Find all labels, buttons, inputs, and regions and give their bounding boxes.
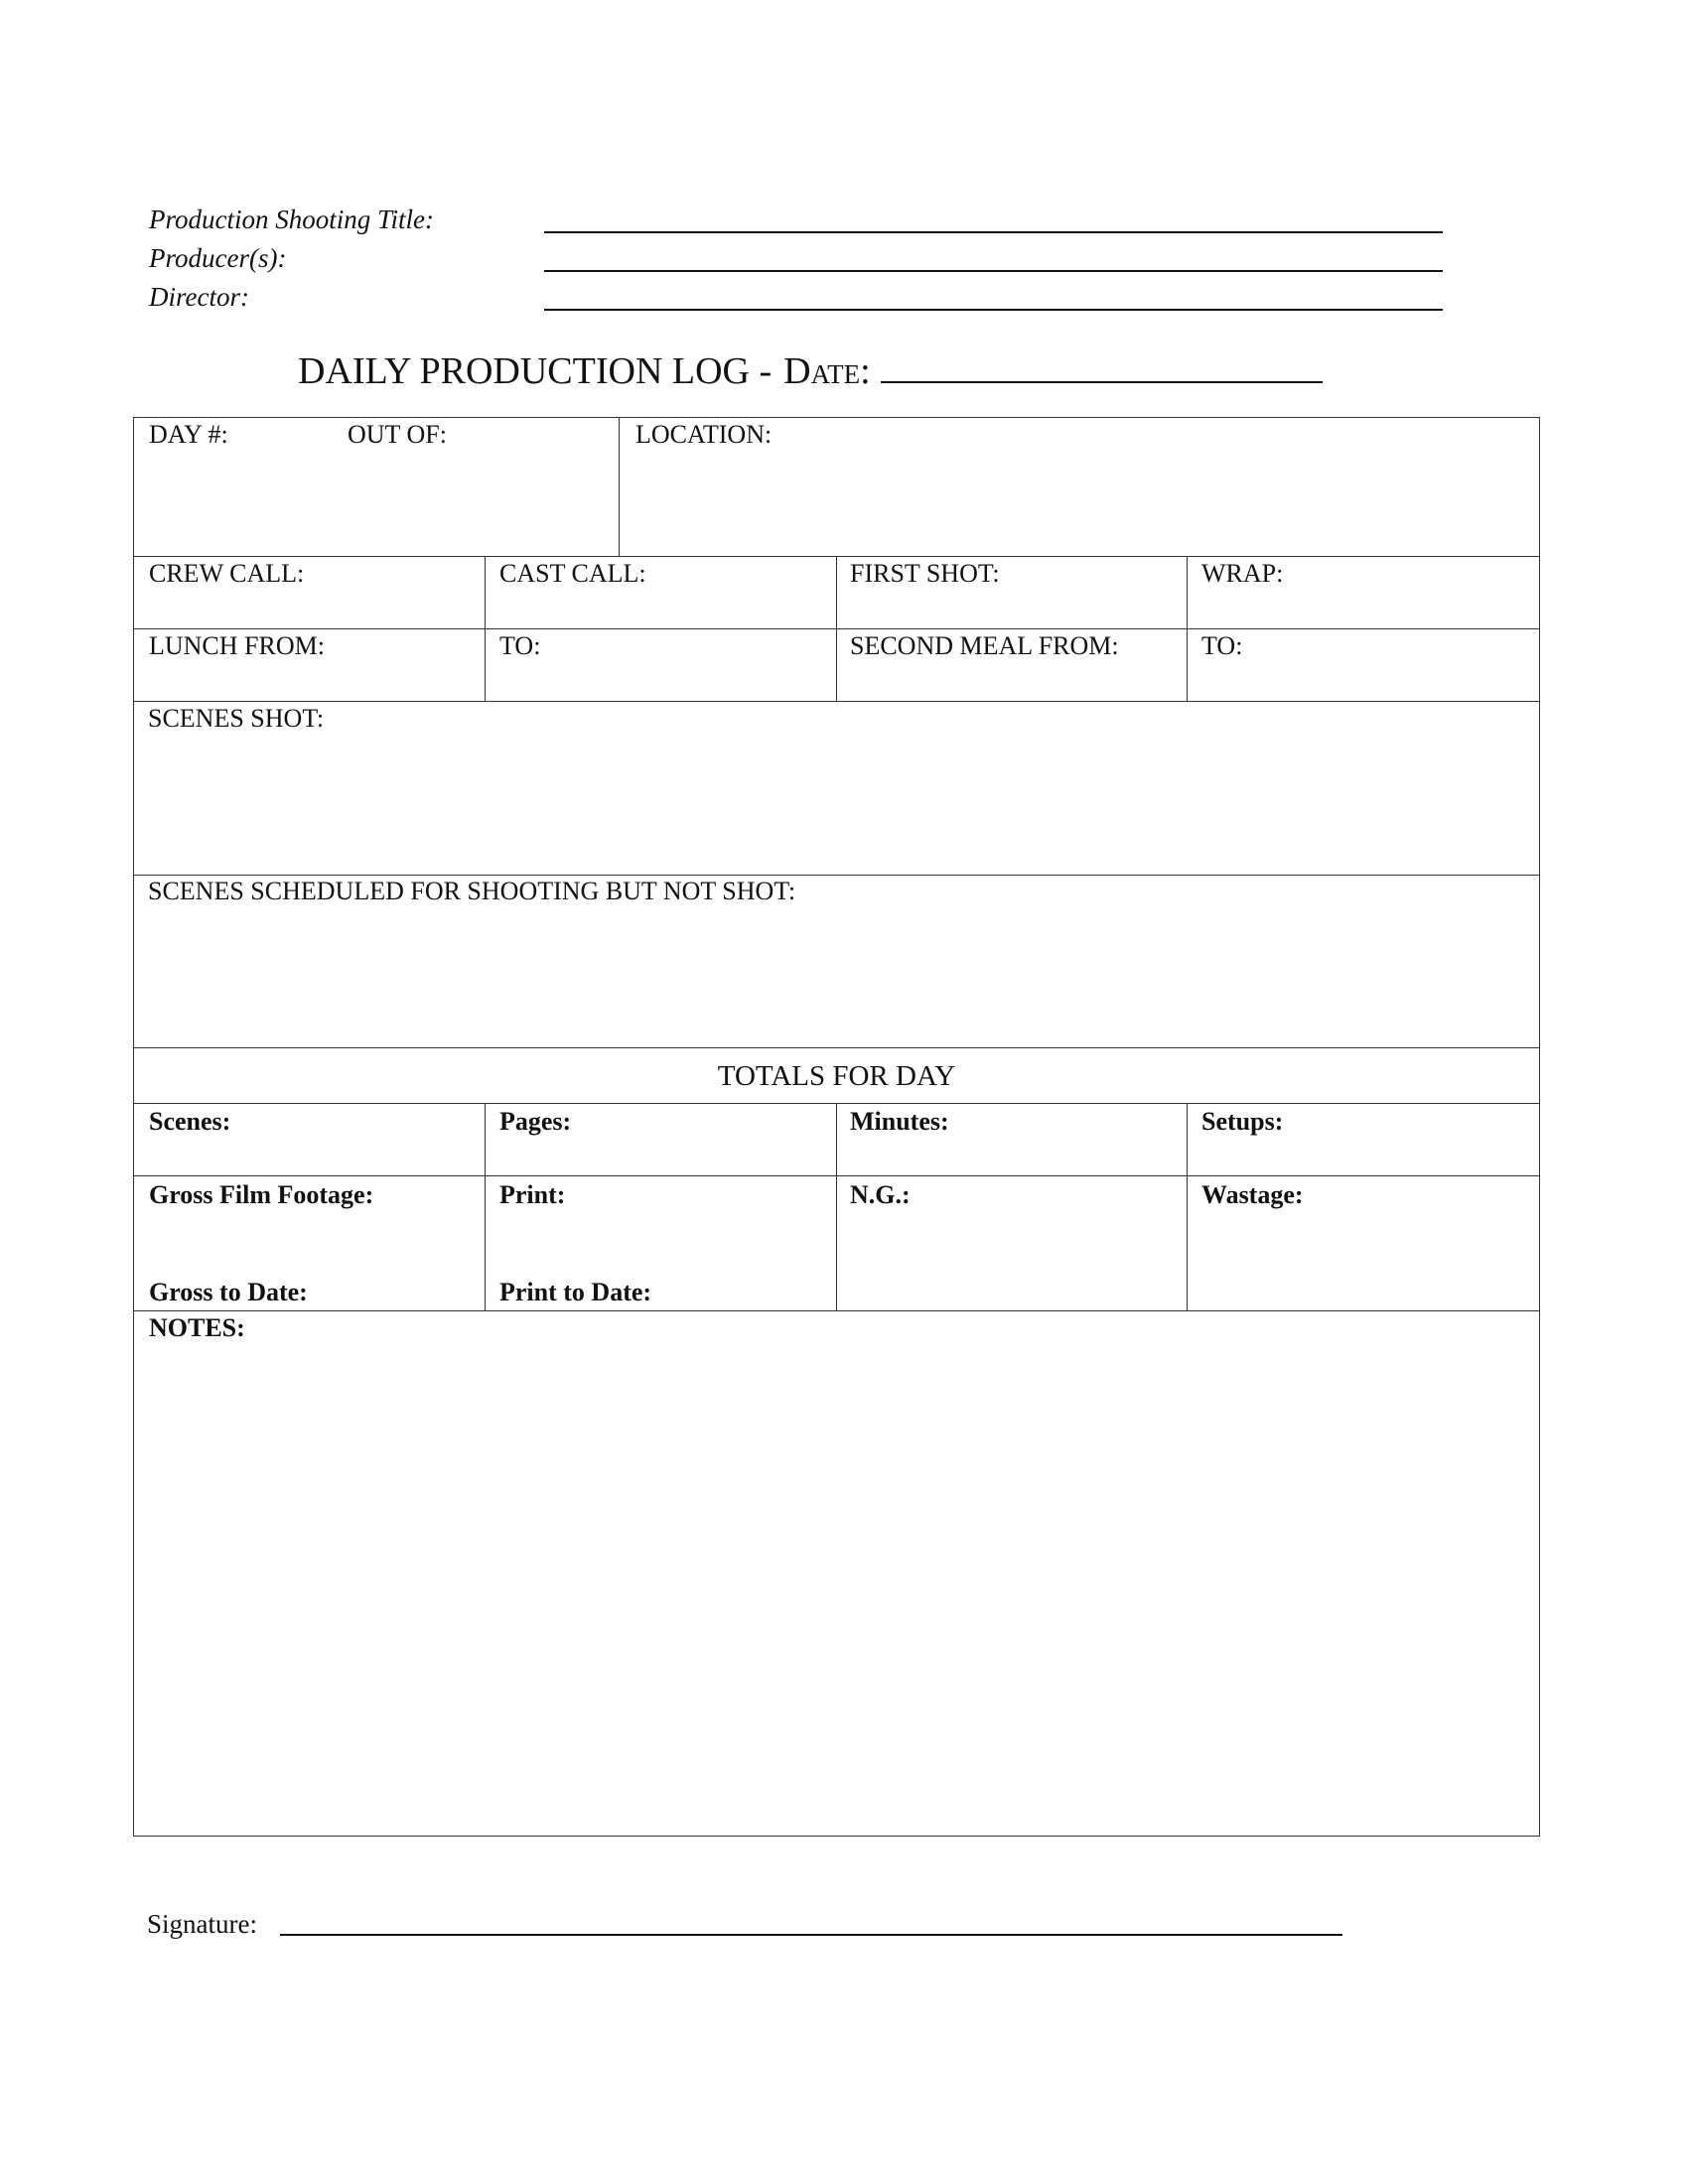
title-date-label: Date: [783,350,871,392]
second-meal-to-label: TO: [1201,631,1243,660]
gross-to-date-label: Gross to Date: [149,1278,308,1306]
wrap-label: WRAP: [1201,559,1284,588]
producers-label: Producer(s): [149,243,287,273]
wastage-label: Wastage: [1201,1180,1304,1209]
second-meal-from-label: SECOND MEAL FROM: [850,631,1119,660]
scenes-shot-label: SCENES SHOT: [148,704,325,733]
column-divider [836,556,837,701]
row-divider [134,1310,1539,1311]
setups-total-label: Setups: [1201,1107,1284,1136]
signature-label: Signature: [147,1909,257,1939]
director-label: Director: [149,282,249,312]
gross-film-footage-label: Gross Film Footage: [149,1180,374,1209]
ng-label: N.G.: [850,1180,911,1209]
cast-call-label: CAST CALL: [499,559,646,588]
notes-label: NOTES: [149,1313,245,1342]
row-divider [134,1047,1539,1048]
title-main: DAILY PRODUCTION LOG - [298,350,773,392]
first-shot-label: FIRST SHOT: [850,559,1000,588]
print-to-date-label: Print to Date: [499,1278,652,1306]
minutes-total-label: Minutes: [850,1107,949,1136]
producers-field[interactable] [544,270,1443,272]
production-title-field[interactable] [544,231,1443,233]
day-number-label: DAY #: [149,420,228,449]
column-divider [1187,556,1188,701]
column-divider [1187,1103,1188,1310]
scenes-total-label: Scenes: [149,1107,231,1136]
column-divider [485,1103,486,1310]
row-divider [134,875,1539,876]
lunch-to-label: TO: [499,631,541,660]
director-field[interactable] [544,309,1443,311]
production-log-form [133,417,1540,1837]
scenes-not-shot-label: SCENES SCHEDULED FOR SHOOTING BUT NOT SHOT: [148,877,796,905]
page-title [298,349,1323,393]
production-title-label: Production Shooting Title: [149,205,434,234]
column-divider [619,418,620,556]
column-divider [836,1103,837,1310]
date-field[interactable] [881,351,1323,383]
pages-total-label: Pages: [499,1107,572,1136]
out-of-label: OUT OF: [348,420,447,449]
lunch-from-label: LUNCH FROM: [149,631,325,660]
crew-call-label: CREW CALL: [149,559,305,588]
row-divider [134,701,1539,702]
print-label: Print: [499,1180,566,1209]
column-divider [485,556,486,701]
location-label: LOCATION: [635,420,773,449]
totals-heading: TOTALS FOR DAY [717,1060,956,1092]
signature-field[interactable] [280,1934,1342,1936]
